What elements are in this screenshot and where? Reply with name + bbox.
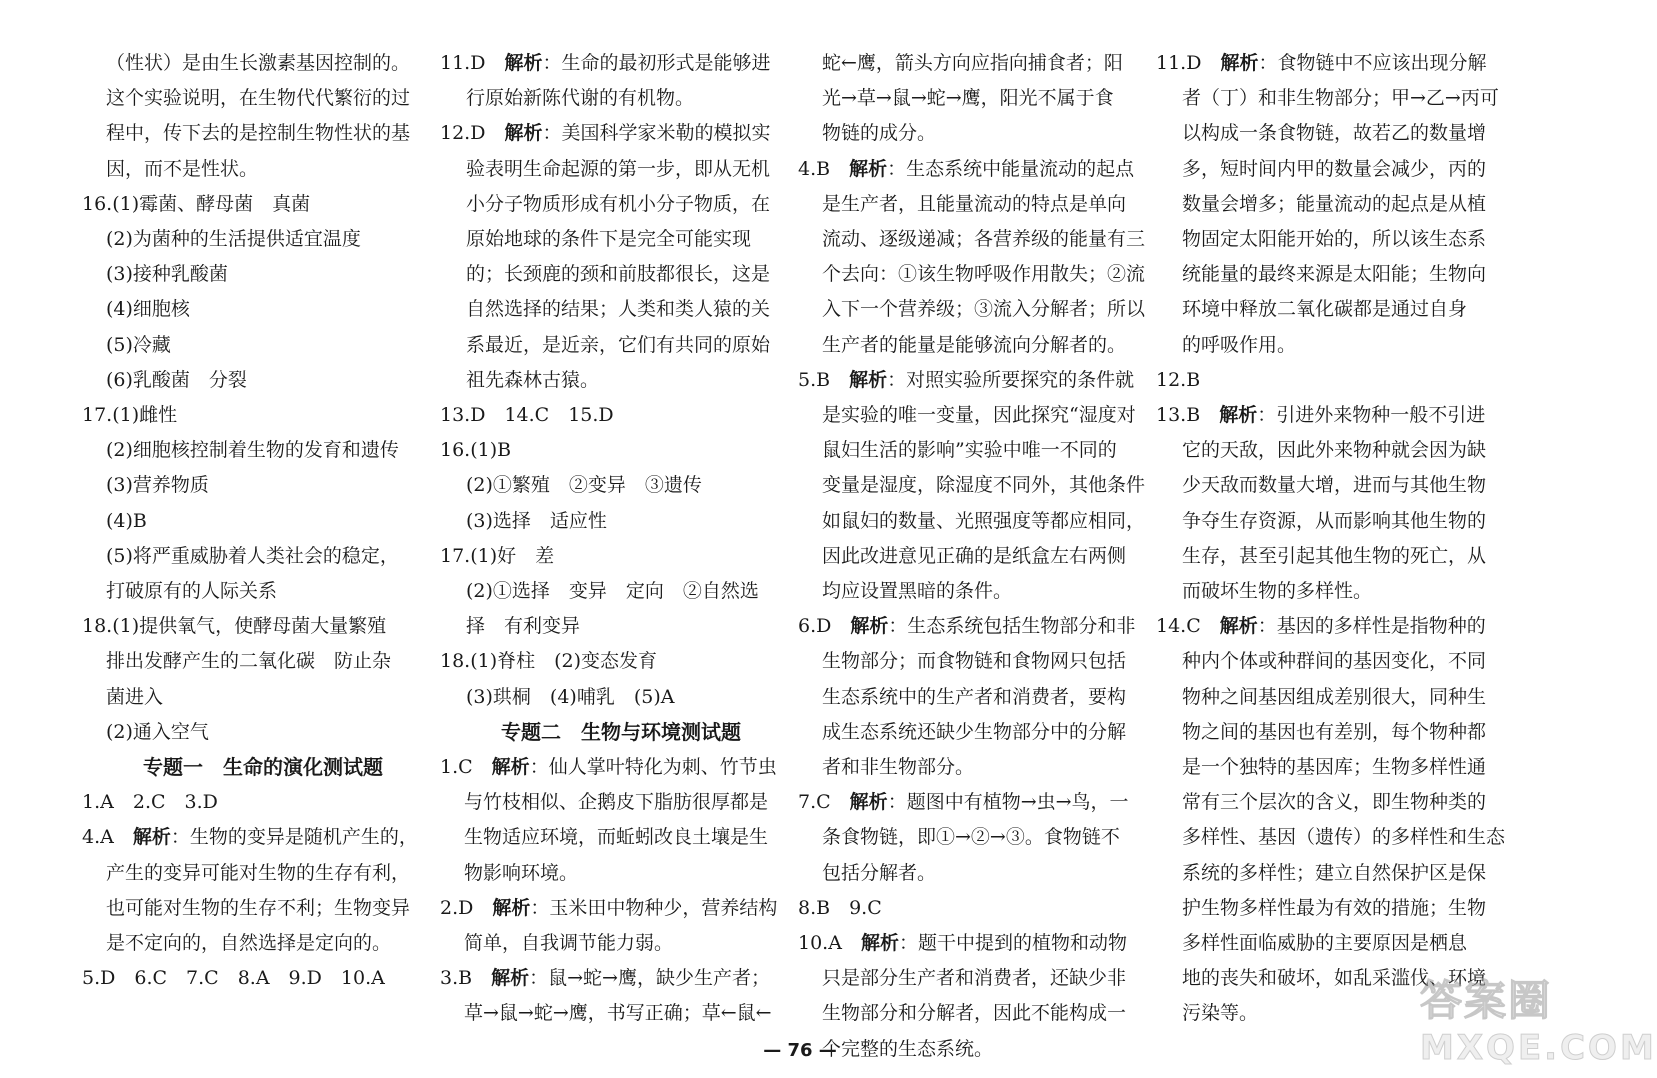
answer-line: 者（丁）和非生物部分；甲→乙→丙可 <box>1182 87 1499 110</box>
answer-line: 环境中释放二氧化碳都是通过自身 <box>1182 298 1468 321</box>
answer-column-4 <box>1156 46 1518 1032</box>
answer-line: 13.B 解析：引进外来物种一般不引进 <box>1156 404 1486 427</box>
answer-line: 是实验的唯一变量，因此探究“湿度对 <box>822 404 1136 427</box>
answer-line: (2)①繁殖 ②变异 ③遗传 <box>466 474 702 497</box>
answer-line: 只是部分生产者和消费者，还缺少非 <box>822 967 1127 990</box>
answer-line: (3)珙桐 (4)哺乳 (5)A <box>466 685 675 708</box>
answer-line: (2)细胞核控制着生物的发育和遗传 <box>106 439 399 462</box>
section-heading: 专题一 生命的演化测试题 <box>143 755 383 780</box>
answer-line: 生物部分；而食物链和食物网只包括 <box>822 650 1127 673</box>
answer-line: 5.D 6.C 7.C 8.A 9.D 10.A <box>82 967 385 990</box>
answer-line: 验表明生命起源的第一步，即从无机 <box>466 157 771 180</box>
answer-line: 物种之间基因组成差别很大，同种生 <box>1182 685 1487 708</box>
answer-line: 也可能对生物的生存不利；生物变异 <box>106 896 411 919</box>
answer-line: 包括分解者。 <box>822 861 937 884</box>
answer-line: 鼠妇生活的影响”实验中唯一不同的 <box>822 439 1117 462</box>
answer-line: 18.(1)提供氧气，使酵母菌大量繁殖 <box>82 615 387 638</box>
analysis-label: 解析 <box>850 615 889 638</box>
answer-line: 它的天敌，因此外来物种就会因为缺 <box>1182 439 1487 462</box>
answer-line: 多样性、基因（遗传）的多样性和生态 <box>1182 826 1506 849</box>
answer-column-3 <box>798 46 1160 1067</box>
answer-column-2 <box>440 46 802 1032</box>
answer-line: 以构成一条食物链，故若乙的数量增 <box>1182 122 1487 145</box>
watermark-logo <box>1420 968 1657 1076</box>
answer-line: 10.A 解析：题干中提到的植物和动物 <box>798 932 1127 955</box>
answer-line: (2)①选择 变异 定向 ②自然选 <box>466 580 759 603</box>
answer-line: 12.B <box>1156 368 1201 391</box>
answer-line: 护生物多样性最为有效的措施；生物 <box>1182 896 1487 919</box>
answer-line: 6.D 解析：生态系统包括生物部分和非 <box>798 615 1136 638</box>
answer-line: (4)细胞核 <box>106 298 190 321</box>
analysis-label: 解析 <box>1219 404 1258 427</box>
answer-line: 祖先森林古猿。 <box>466 368 600 391</box>
answer-line: 自然选择的结果；人类和类人猿的关 <box>466 298 771 321</box>
analysis-label: 解析 <box>849 157 888 180</box>
answer-line: 13.D 14.C 15.D <box>440 404 614 427</box>
answer-line: 7.C 解析：题图中有植物→虫→鸟，一 <box>798 791 1129 814</box>
answer-line: 流动、逐级递减；各营养级的能量有三 <box>822 228 1146 251</box>
answer-line: 12.D 解析：美国科学家米勒的模拟实 <box>440 122 771 145</box>
answer-line: 种内个体或种群间的基因变化，不同 <box>1182 650 1487 673</box>
answer-line: 多，短时间内甲的数量会减少，丙的 <box>1182 157 1487 180</box>
answer-line: 条食物链，即①→②→③。食物链不 <box>822 826 1120 849</box>
answer-line: 而破坏生物的多样性。 <box>1182 580 1373 603</box>
page-number: — 76 — <box>763 1040 837 1061</box>
answer-line: 多样性面临威胁的主要原因是栖息 <box>1182 932 1468 955</box>
section-heading: 专题二 生物与环境测试题 <box>501 719 741 744</box>
answer-line: (2)通入空气 <box>106 720 209 743</box>
answer-line: 者和非生物部分。 <box>822 756 975 779</box>
answer-line: 生态系统中的生产者和消费者，要构 <box>822 685 1127 708</box>
answer-line: 生存，甚至引起其他生物的死亡，从 <box>1182 544 1487 567</box>
answer-line: 3.B 解析：鼠→蛇→鹰，缺少生产者； <box>440 967 770 990</box>
watermark-logo-text: 答案圈 <box>1420 976 1553 1025</box>
answer-line: 如鼠妇的数量、光照强度等都应相同， <box>822 509 1146 532</box>
answer-line: 因，而不是性状。 <box>106 157 259 180</box>
answer-line: (5)将严重威胁着人类社会的稳定， <box>106 544 399 567</box>
answer-line: 小分子物质形成有机小分子物质，在 <box>466 192 771 215</box>
answer-line: 的；长颈鹿的颈和前肢都很长，这是 <box>466 263 771 286</box>
answer-line: 打破原有的人际关系 <box>106 580 278 603</box>
answer-line: 与竹枝相似、企鹅皮下脂肪很厚都是 <box>464 791 769 814</box>
answer-line: 生物部分和分解者，因此不能构成一 <box>822 1002 1127 1025</box>
answer-line: 数量会增多；能量流动的起点是从植 <box>1182 192 1487 215</box>
answer-line: 的呼吸作用。 <box>1182 333 1297 356</box>
answer-line: 少天敌而数量大增，进而与其他生物 <box>1182 474 1487 497</box>
answer-line: 17.(1)好 差 <box>440 544 555 567</box>
answer-line: 是不定向的，自然选择是定向的。 <box>106 932 392 955</box>
answer-line: 成生态系统还缺少生物部分中的分解 <box>822 720 1127 743</box>
answer-line: 生物适应环境，而蚯蚓改良土壤是生 <box>464 826 769 849</box>
answer-line: 14.C 解析：基因的多样性是指物种的 <box>1156 615 1486 638</box>
answer-line: 因此改进意见正确的是纸盒左右两侧 <box>822 544 1127 567</box>
answer-line: 地的丧失和破坏，如乱采滥伐、环境 <box>1182 967 1487 990</box>
analysis-label: 解析 <box>492 896 531 919</box>
analysis-label: 解析 <box>1219 615 1258 638</box>
answer-line: 生产者的能量是能够流向分解者的。 <box>822 333 1127 356</box>
answer-line: 物固定太阳能开始的，所以该生态系 <box>1182 228 1487 251</box>
answer-line: 污染等。 <box>1182 1002 1259 1025</box>
answer-line: 2.D 解析：玉米田中物种少，营养结构 <box>440 896 778 919</box>
answer-line: 5.B 解析：对照实验所要探究的条件就 <box>798 368 1135 391</box>
answer-line: 物之间的基因也有差别，每个物种都 <box>1182 720 1487 743</box>
watermark-site-text: MXQE.COM <box>1420 1028 1657 1068</box>
answer-line: 1.A 2.C 3.D <box>82 791 218 814</box>
answer-line: 11.D 解析：食物链中不应该出现分解 <box>1156 52 1487 74</box>
answer-line: 这个实验说明，在生物代代繁衍的过 <box>106 87 411 110</box>
answer-line: 4.A 解析：生物的变异是随机产生的， <box>82 826 418 849</box>
answer-line: 入下一个营养级；③流入分解者；所以 <box>822 298 1146 321</box>
answer-line: (6)乳酸菌 分裂 <box>106 368 247 391</box>
answer-line: （性状）是由生长激素基因控制的。 <box>106 52 411 74</box>
answer-line: 常有三个层次的含义，即生物种类的 <box>1182 791 1487 814</box>
answer-line: 16.(1)B <box>440 439 512 462</box>
answer-line: 草→鼠→蛇→鹰，书写正确；草←鼠← <box>464 1002 772 1025</box>
answer-line: 均应设置黑暗的条件。 <box>822 580 1013 603</box>
answer-line: 个去向：①该生物呼吸作用散失；②流 <box>822 263 1146 286</box>
answer-line: 8.B 9.C <box>798 896 882 919</box>
answer-line: (3)选择 适应性 <box>466 509 607 532</box>
answer-line: 17.(1)雌性 <box>82 404 178 427</box>
answer-line: (5)冷藏 <box>106 333 171 356</box>
analysis-label: 解析 <box>491 756 530 779</box>
answer-line: 程中，传下去的是控制生物性状的基 <box>106 122 411 145</box>
answer-column-1 <box>82 46 444 996</box>
answer-line: 16.(1)霉菌、酵母菌 真菌 <box>82 192 311 215</box>
answer-line: 菌进入 <box>106 685 164 708</box>
answer-line: 是生产者，且能量流动的特点是单向 <box>822 192 1127 215</box>
answer-line: (3)接种乳酸菌 <box>106 263 228 286</box>
answer-line: 系统的多样性；建立自然保护区是保 <box>1182 861 1487 884</box>
answer-line: 1.C 解析：仙人掌叶特化为刺、竹节虫 <box>440 756 777 779</box>
answer-line: 行原始新陈代谢的有机物。 <box>466 87 695 110</box>
answer-line: 物影响环境。 <box>464 861 579 884</box>
analysis-label: 解析 <box>860 932 899 955</box>
analysis-label: 解析 <box>132 826 171 849</box>
answer-line: 统能量的最终来源是太阳能；生物向 <box>1182 263 1487 286</box>
answer-line: 18.(1)脊柱 (2)变态发育 <box>440 650 658 673</box>
answer-line: (3)营养物质 <box>106 474 209 497</box>
answer-line: 个完整的生态系统。 <box>822 1037 994 1060</box>
answer-line: 物链的成分。 <box>822 122 937 145</box>
answer-line: (2)为菌种的生活提供适宜温度 <box>106 228 361 251</box>
analysis-label: 解析 <box>849 368 888 391</box>
analysis-label: 解析 <box>504 122 543 145</box>
answer-line: 蛇←鹰，箭头方向应指向捕食者；阳 <box>822 52 1123 74</box>
answer-line: 简单，自我调节能力弱。 <box>464 932 674 955</box>
answer-line: 排出发酵产生的二氧化碳 防止杂 <box>106 650 392 673</box>
answer-line: 争夺生存资源，从而影响其他生物的 <box>1182 509 1487 532</box>
analysis-label: 解析 <box>849 791 888 814</box>
answer-line: 4.B 解析：生态系统中能量流动的起点 <box>798 157 1135 180</box>
answer-line: 11.D 解析：生命的最初形式是能够进 <box>440 52 771 74</box>
answer-line: 系最近，是近亲，它们有共同的原始 <box>466 333 771 356</box>
answer-line: 是一个独特的基因库；生物多样性通 <box>1182 756 1487 779</box>
answer-line: 光→草→鼠→蛇→鹰，阳光不属于食 <box>822 87 1114 110</box>
analysis-label: 解析 <box>504 52 543 74</box>
answer-line: 原始地球的条件下是完全可能实现 <box>466 228 752 251</box>
answer-line: (4)B <box>106 509 147 532</box>
answer-line: 产生的变异可能对生物的生存有利， <box>106 861 411 884</box>
answer-line: 变量是湿度，除湿度不同外，其他条件 <box>822 474 1146 497</box>
analysis-label: 解析 <box>1220 52 1259 74</box>
answer-line: 择 有利变异 <box>466 615 581 638</box>
analysis-label: 解析 <box>491 967 530 990</box>
